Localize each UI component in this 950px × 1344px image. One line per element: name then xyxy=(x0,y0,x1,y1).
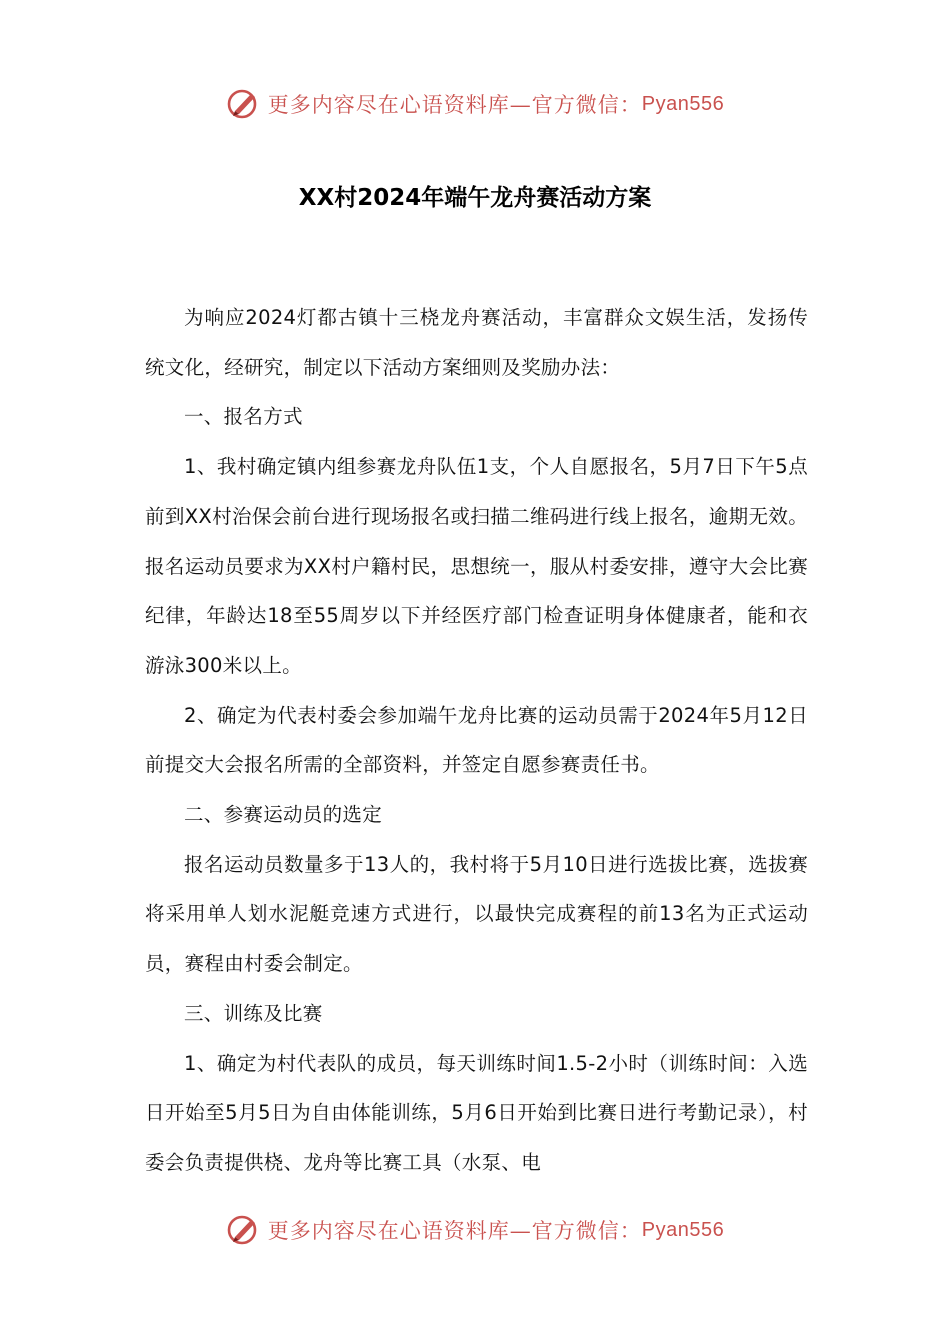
paragraph-registration-2: 2、确定为代表村委会参加端午龙舟比赛的运动员需于2024年5月12日前提交大会报名所需的全部资料，并签定自愿参赛责任书。 xyxy=(145,703,808,777)
document-body xyxy=(145,293,808,1188)
watermark-wechat-id: Pyan556 xyxy=(641,92,725,115)
pen-logo-icon xyxy=(226,1212,262,1248)
paragraph-registration-1: 1、我村确定镇内组参赛龙舟队伍1支，个人自愿报名，5月7日下午5点前到XX村治保会前台进行现场报名或扫描二维码进行线上报名，逾期无效。报名运动员要求为XX村户籍村民，思想统一，服从村委安排，遵守大会比赛纪律，年龄达18至55周岁以下并经医疗部门检查证明身体健康者，能和衣游泳300米以上。 xyxy=(145,455,808,677)
watermark-wechat-id: Pyan556 xyxy=(641,1218,725,1241)
watermark-text: 更多内容尽在心语资料库—官方微信： xyxy=(267,93,642,117)
pen-logo-icon xyxy=(226,86,262,122)
section-heading-selection: 二、参赛运动员的选定 xyxy=(184,803,383,827)
paragraph-training-1: 1、确定为村代表队的成员，每天训练时间1.5-2小时（训练时间：入选日开始至5月5日为自由体能训练，5月6日开始到比赛日进行考勤记录），村委会负责提供桡、龙舟等比赛工具（水泵、电 xyxy=(145,1051,808,1174)
watermark-text: 更多内容尽在心语资料库—官方微信： xyxy=(267,1219,642,1243)
watermark-footer xyxy=(0,1208,950,1252)
document-title: XX村2024年端午龙舟赛活动方案 xyxy=(298,185,652,211)
section-heading-training: 三、训练及比赛 xyxy=(184,1001,323,1025)
paragraph-selection: 报名运动员数量多于13人的，我村将于5月10日进行选拔比赛，选拔赛将采用单人划水泥艇竞速方式进行，以最快完成赛程的前13名为正式运动员，赛程由村委会制定。 xyxy=(145,852,808,976)
watermark-header xyxy=(0,82,950,126)
paragraph-intro: 为响应2024灯都古镇十三桡龙舟赛活动，丰富群众文娱生活，发扬传统文化，经研究，制定以下活动方案细则及奖励办法： xyxy=(145,306,808,379)
section-heading-registration: 一、报名方式 xyxy=(184,405,303,429)
